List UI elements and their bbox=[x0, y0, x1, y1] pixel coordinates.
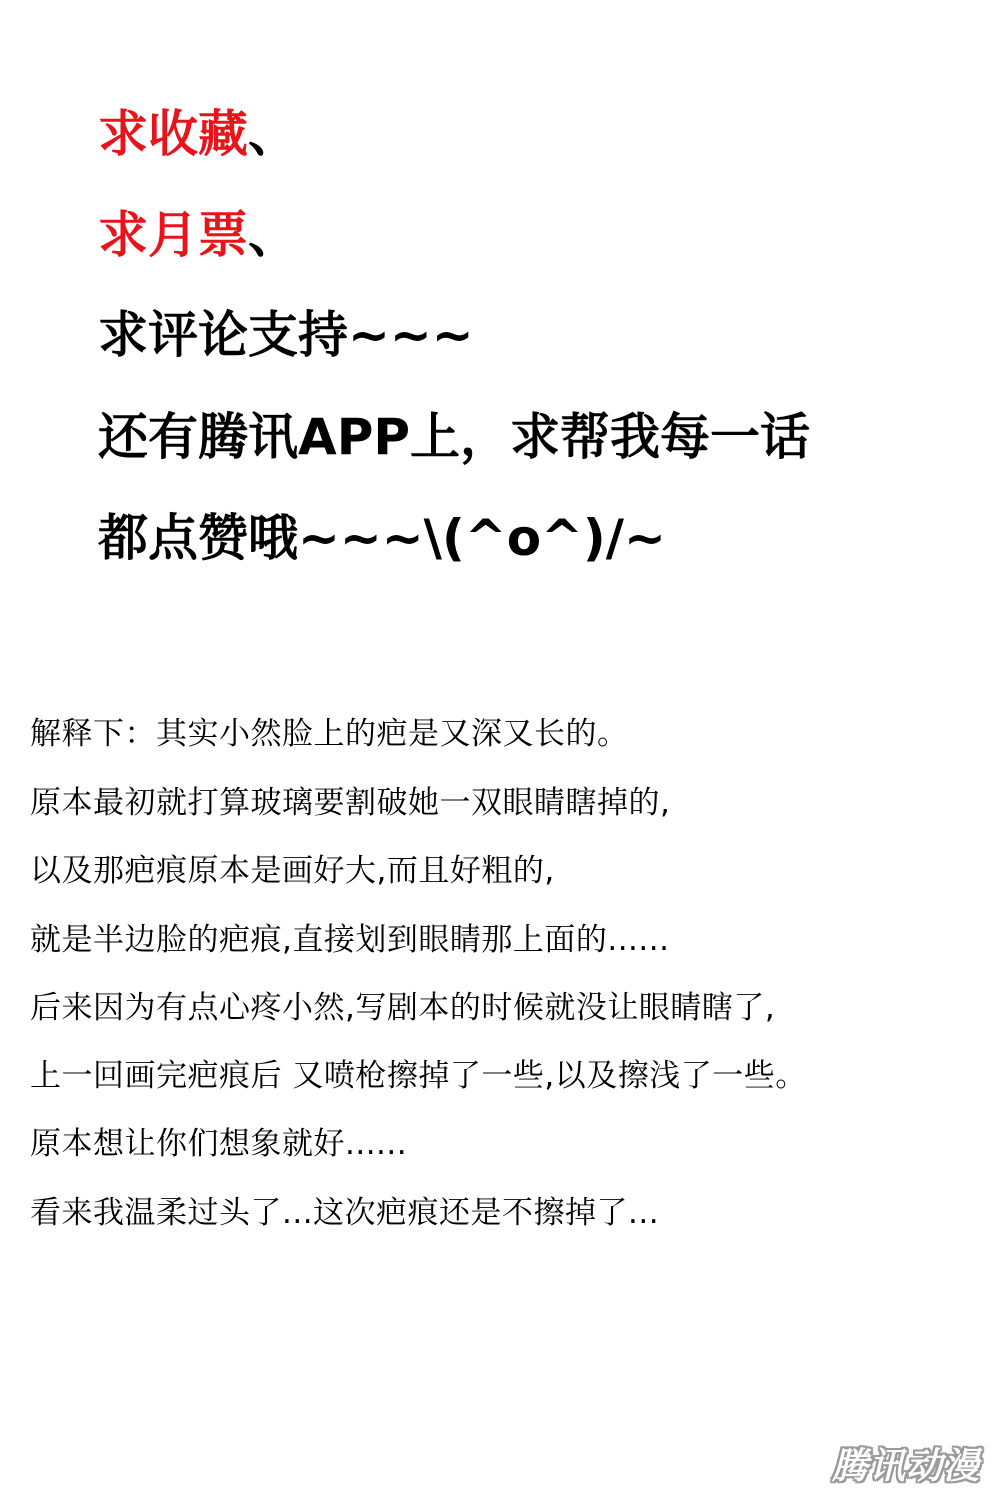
request-line-likes: 都点赞哦~~~\(^o^)/~ bbox=[98, 509, 666, 567]
request-favorite-punct: 、 bbox=[248, 105, 298, 163]
request-line-favorite bbox=[98, 104, 298, 164]
explanation-line: 以及那疤痕原本是画好大,而且好粗的, bbox=[30, 853, 555, 889]
request-favorite-text: 求收藏 bbox=[98, 105, 248, 163]
request-line-monthly-ticket bbox=[98, 205, 298, 265]
explanation-line: 上一回画完疤痕后 又喷枪擦掉了一些,以及擦浅了一些。 bbox=[30, 1058, 807, 1094]
explanation-line: 原本最初就打算玻璃要割破她一双眼睛瞎掉的, bbox=[30, 785, 671, 821]
explanation-line: 解释下：其实小然脸上的疤是又深又长的。 bbox=[30, 716, 629, 752]
explanation-line: 原本想让你们想象就好...... bbox=[30, 1126, 408, 1162]
explanation-line: 就是半边脸的疤痕,直接划到眼睛那上面的...... bbox=[30, 922, 670, 958]
request-monthly-ticket-text: 求月票 bbox=[98, 206, 248, 264]
explanation-line: 看来我温柔过头了...这次疤痕还是不擦掉了... bbox=[30, 1195, 660, 1231]
request-line-comments: 求评论支持~~~ bbox=[98, 306, 474, 364]
explanation-line: 后来因为有点心疼小然,写剧本的时候就没让眼睛瞎了, bbox=[30, 990, 776, 1026]
request-monthly-ticket-punct: 、 bbox=[248, 206, 298, 264]
request-line-tencent-app: 还有腾讯APP上，求帮我每一话 bbox=[98, 408, 810, 466]
tencent-comic-watermark-logo: 腾讯动漫 bbox=[831, 1446, 980, 1487]
